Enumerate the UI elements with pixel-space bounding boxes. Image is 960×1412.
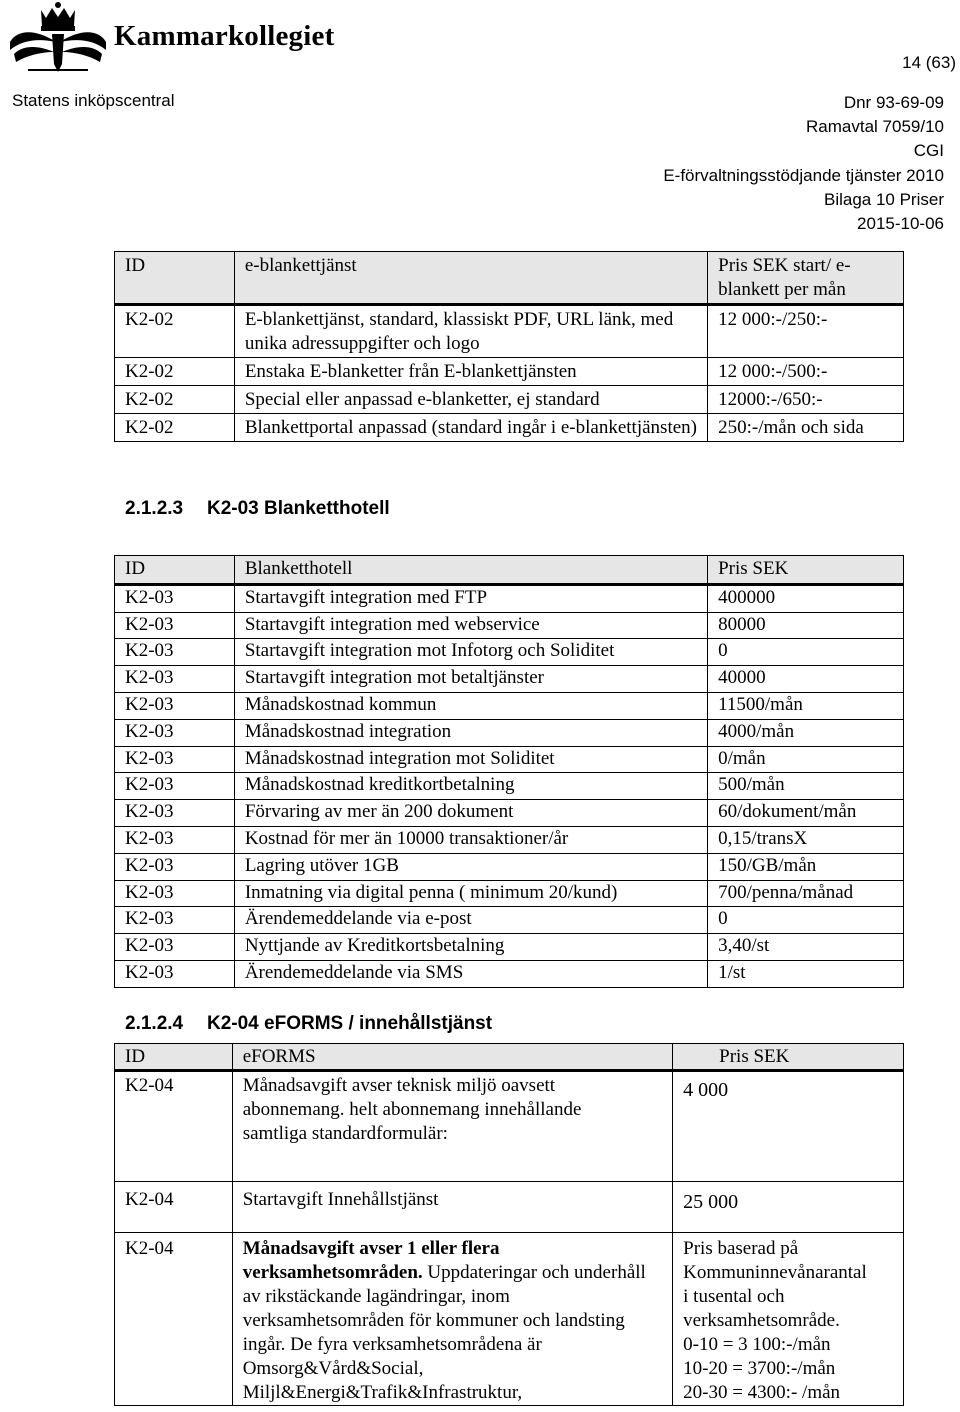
cell-desc: Månadsavgift avser teknisk miljö oavsett abonnemang. helt abonnemang innehållande samtliga standardformulär: [232,1071,672,1182]
table-row [115,692,904,719]
document-meta [663,91,944,236]
cell-desc: Startavgift integration med FTP [234,584,707,612]
cell-id: K2-03 [115,907,235,934]
table-header-row [115,556,904,585]
price-line: i tusental och [683,1286,785,1307]
table-row [115,639,904,666]
table-row [115,907,904,934]
meta-supplier: CGI [913,141,944,161]
price-line: Pris baserad på [683,1238,799,1259]
cell-price: 700/penna/månad [708,880,904,907]
crown-emblem-icon [8,2,108,74]
cell-price: 250:-/mån och sida [708,414,904,442]
cell-price: 0/mån [708,746,904,773]
cell-id: K2-03 [115,800,235,827]
cell-price: 60/dokument/mån [708,800,904,827]
e-blankett-price-table [114,251,904,442]
cell-id: K2-02 [115,358,235,386]
cell-id: K2-03 [115,773,235,800]
cell-desc: Månadskostnad integration [234,719,707,746]
cell-price: 400000 [708,584,904,612]
table-row [115,584,904,612]
cell-price: 12000:-/650:- [708,386,904,414]
table-row [115,414,904,442]
cell-id: K2-04 [115,1182,233,1233]
table-row [115,960,904,987]
price-line: Kommuninnevånarantal [683,1262,867,1283]
cell-price: 4 000 [673,1071,904,1182]
cell-price: 3,40/st [708,934,904,961]
table-row [115,386,904,414]
cell-desc: Ärendemeddelande via e-post [234,907,707,934]
table-row [115,880,904,907]
cell-price: 80000 [708,612,904,639]
section-title: K2-03 Blanketthotell [207,498,390,519]
cell-price: 11500/mån [708,692,904,719]
cell-price: 0 [708,907,904,934]
cell-id: K2-03 [115,826,235,853]
header-service: Blanketthotell [234,556,707,585]
cell-price [673,1233,904,1406]
cell-id: K2-03 [115,612,235,639]
table-row [115,1233,904,1406]
table-row [115,934,904,961]
cell-desc: Special eller anpassad e-blanketter, ej standard [234,386,707,414]
cell-desc: Startavgift integration mot betaltjänster [234,666,707,693]
cell-desc: Månadskostnad kommun [234,692,707,719]
cell-id: K2-03 [115,639,235,666]
header-service: eFORMS [232,1044,672,1071]
section-title: K2-04 eFORMS / innehållstjänst [207,1013,493,1034]
cell-id: K2-03 [115,719,235,746]
table-header-row [115,1044,904,1071]
header-price: Pris SEK [708,556,904,585]
cell-desc: Lagring utöver 1GB [234,853,707,880]
cell-id: K2-03 [115,746,235,773]
section-number: 2.1.2.4 [125,1013,184,1034]
cell-price: 1/st [708,960,904,987]
table-row [115,666,904,693]
meta-date: 2015-10-06 [857,214,944,234]
cell-id: K2-02 [115,414,235,442]
cell-desc: Nyttjande av Kreditkortsbetalning [234,934,707,961]
table-row [115,853,904,880]
page-number: 14 (63) [902,53,956,72]
cell-desc: Förvaring av mer än 200 dokument [234,800,707,827]
table-row [115,1071,904,1182]
header-price: Pris SEK start/ e-blankett per mån [708,252,904,305]
table-row [115,358,904,386]
cell-desc: Startavgift Innehållstjänst [232,1182,672,1233]
table-row [115,305,904,358]
meta-ramavtal: Ramavtal 7059/10 [806,117,944,137]
price-line: verksamhetsområde. [683,1310,840,1331]
cell-desc: Startavgift integration med webservice [234,612,707,639]
cell-id: K2-03 [115,853,235,880]
blanketthotell-price-table [114,555,904,988]
meta-dnr: Dnr 93-69-09 [843,93,944,112]
cell-desc: Inmatning via digital penna ( minimum 20/kund) [234,880,707,907]
cell-id: K2-03 [115,880,235,907]
header-price: Pris SEK [673,1044,904,1071]
header-id: ID [115,1044,233,1071]
table-row [115,719,904,746]
organization-name: Statens inköpscentral [12,91,175,110]
price-line: 20-30 = 4300:- /mån [683,1382,841,1403]
cell-desc: Månadskostnad kreditkortbetalning [234,773,707,800]
section-heading-2123 [125,498,390,520]
cell-price: 0,15/transX [708,826,904,853]
header-service: e-blankettjänst [234,252,707,305]
cell-id: K2-03 [115,666,235,693]
desc-bold: Månadsavgift avser 1 eller flera verksamhetsområden. [242,1238,500,1283]
cell-price: 150/GB/mån [708,853,904,880]
cell-price: 4000/mån [708,719,904,746]
cell-id: K2-02 [115,305,235,358]
cell-desc: Enstaka E-blanketter från E-blankettjänsten [234,358,707,386]
cell-desc: Månadskostnad integration mot Soliditet [234,746,707,773]
eforms-price-table [114,1043,904,1406]
header-id: ID [115,252,235,305]
cell-price: 12 000:-/250:- [708,305,904,358]
cell-id: K2-03 [115,960,235,987]
cell-desc: Blankettportal anpassad (standard ingår i e-blankettjänsten) [234,414,707,442]
cell-desc: Ärendemeddelande via SMS [234,960,707,987]
cell-desc [232,1233,672,1406]
table-header-row [115,252,904,305]
cell-price: 40000 [708,666,904,693]
header-id: ID [115,556,235,585]
desc-rest: Uppdateringar och underhåll av rikstäckande lagändringar, inom verksamhetsområden för kommuner och landsting ingår. De fyra verksamhetsområdena är Omsorg&Vård&Social, Miljl&Energi&Trafik&Infrastruktur, [242,1262,646,1403]
cell-desc: E-blankettjänst, standard, klassiskt PDF, URL länk, med unika adressuppgifter och logo [234,305,707,358]
table-row [115,773,904,800]
meta-attachment: Bilaga 10 Priser [823,189,944,209]
meta-area: E-förvaltningsstödjande tjänster 2010 [663,165,944,185]
section-number: 2.1.2.3 [125,498,184,519]
price-line: 0-10 = 3 100:-/mån [683,1334,831,1355]
cell-desc: Kostnad för mer än 10000 transaktioner/år [234,826,707,853]
kammarkollegiet-logo [8,2,335,74]
section-heading-2124 [125,1013,492,1035]
table-row [115,826,904,853]
cell-id: K2-04 [115,1071,233,1182]
cell-desc: Startavgift integration mot Infotorg och Soliditet [234,639,707,666]
cell-price: 12 000:-/500:- [708,358,904,386]
table-row [115,800,904,827]
table-row [115,1182,904,1233]
cell-price: 25 000 [673,1182,904,1233]
cell-price: 500/mån [708,773,904,800]
cell-id: K2-02 [115,386,235,414]
price-line: 10-20 = 3700:-/mån [683,1358,836,1379]
table-row [115,612,904,639]
cell-id: K2-03 [115,584,235,612]
logo-wordmark: Kammarkollegiet [114,20,335,52]
cell-price: 0 [708,639,904,666]
cell-id: K2-04 [115,1233,233,1406]
cell-id: K2-03 [115,692,235,719]
cell-id: K2-03 [115,934,235,961]
table-row [115,746,904,773]
